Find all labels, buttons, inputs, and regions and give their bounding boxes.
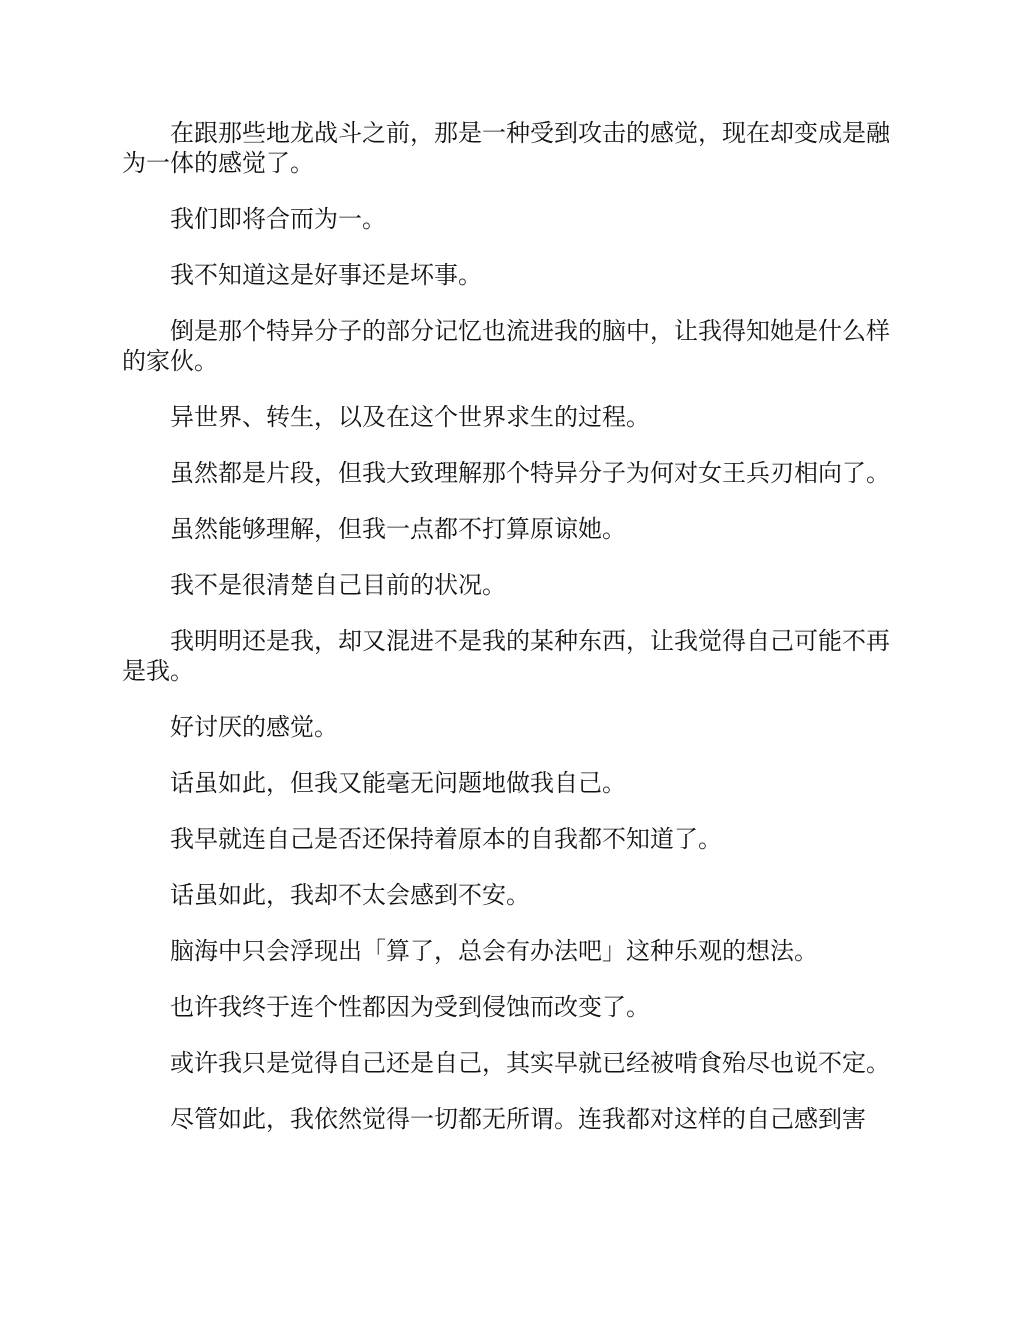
paragraph-15: 也许我终于连个性都因为受到侵蚀而改变了。 [170, 993, 650, 1021]
paragraph-5: 异世界、转生，以及在这个世界求生的过程。 [170, 403, 650, 431]
paragraph-16: 或许我只是觉得自己还是自己，其实早就已经被啃食殆尽也说不定。 [170, 1049, 890, 1077]
paragraph-6: 虽然都是片段，但我大致理解那个特异分子为何对女王兵刃相向了。 [170, 459, 890, 487]
paragraph-2: 我们即将合而为一。 [170, 205, 386, 233]
paragraph-11: 话虽如此，但我又能毫无问题地做我自己。 [170, 769, 626, 797]
paragraph-10: 好讨厌的感觉。 [170, 713, 338, 741]
paragraph-9: 我明明还是我，却又混进不是我的某种东西，让我觉得自己可能不再是我。 [122, 627, 890, 685]
paragraph-14: 脑海中只会浮现出「算了，总会有办法吧」这种乐观的想法。 [170, 937, 818, 965]
paragraph-7: 虽然能够理解，但我一点都不打算原谅她。 [170, 515, 626, 543]
paragraph-17: 尽管如此，我依然觉得一切都无所谓。连我都对这样的自己感到害 [170, 1105, 866, 1133]
document-page [122, 118, 898, 1160]
paragraph-8: 我不是很清楚自己目前的状况。 [170, 571, 506, 599]
paragraph-3: 我不知道这是好事还是坏事。 [170, 261, 482, 289]
paragraph-12: 我早就连自己是否还保持着原本的自我都不知道了。 [170, 825, 722, 853]
paragraph-1: 在跟那些地龙战斗之前，那是一种受到攻击的感觉，现在却变成是融为一体的感觉了。 [122, 119, 890, 177]
paragraph-13: 话虽如此，我却不太会感到不安。 [170, 881, 530, 909]
paragraph-4: 倒是那个特异分子的部分记忆也流进我的脑中，让我得知她是什么样的家伙。 [122, 317, 890, 375]
